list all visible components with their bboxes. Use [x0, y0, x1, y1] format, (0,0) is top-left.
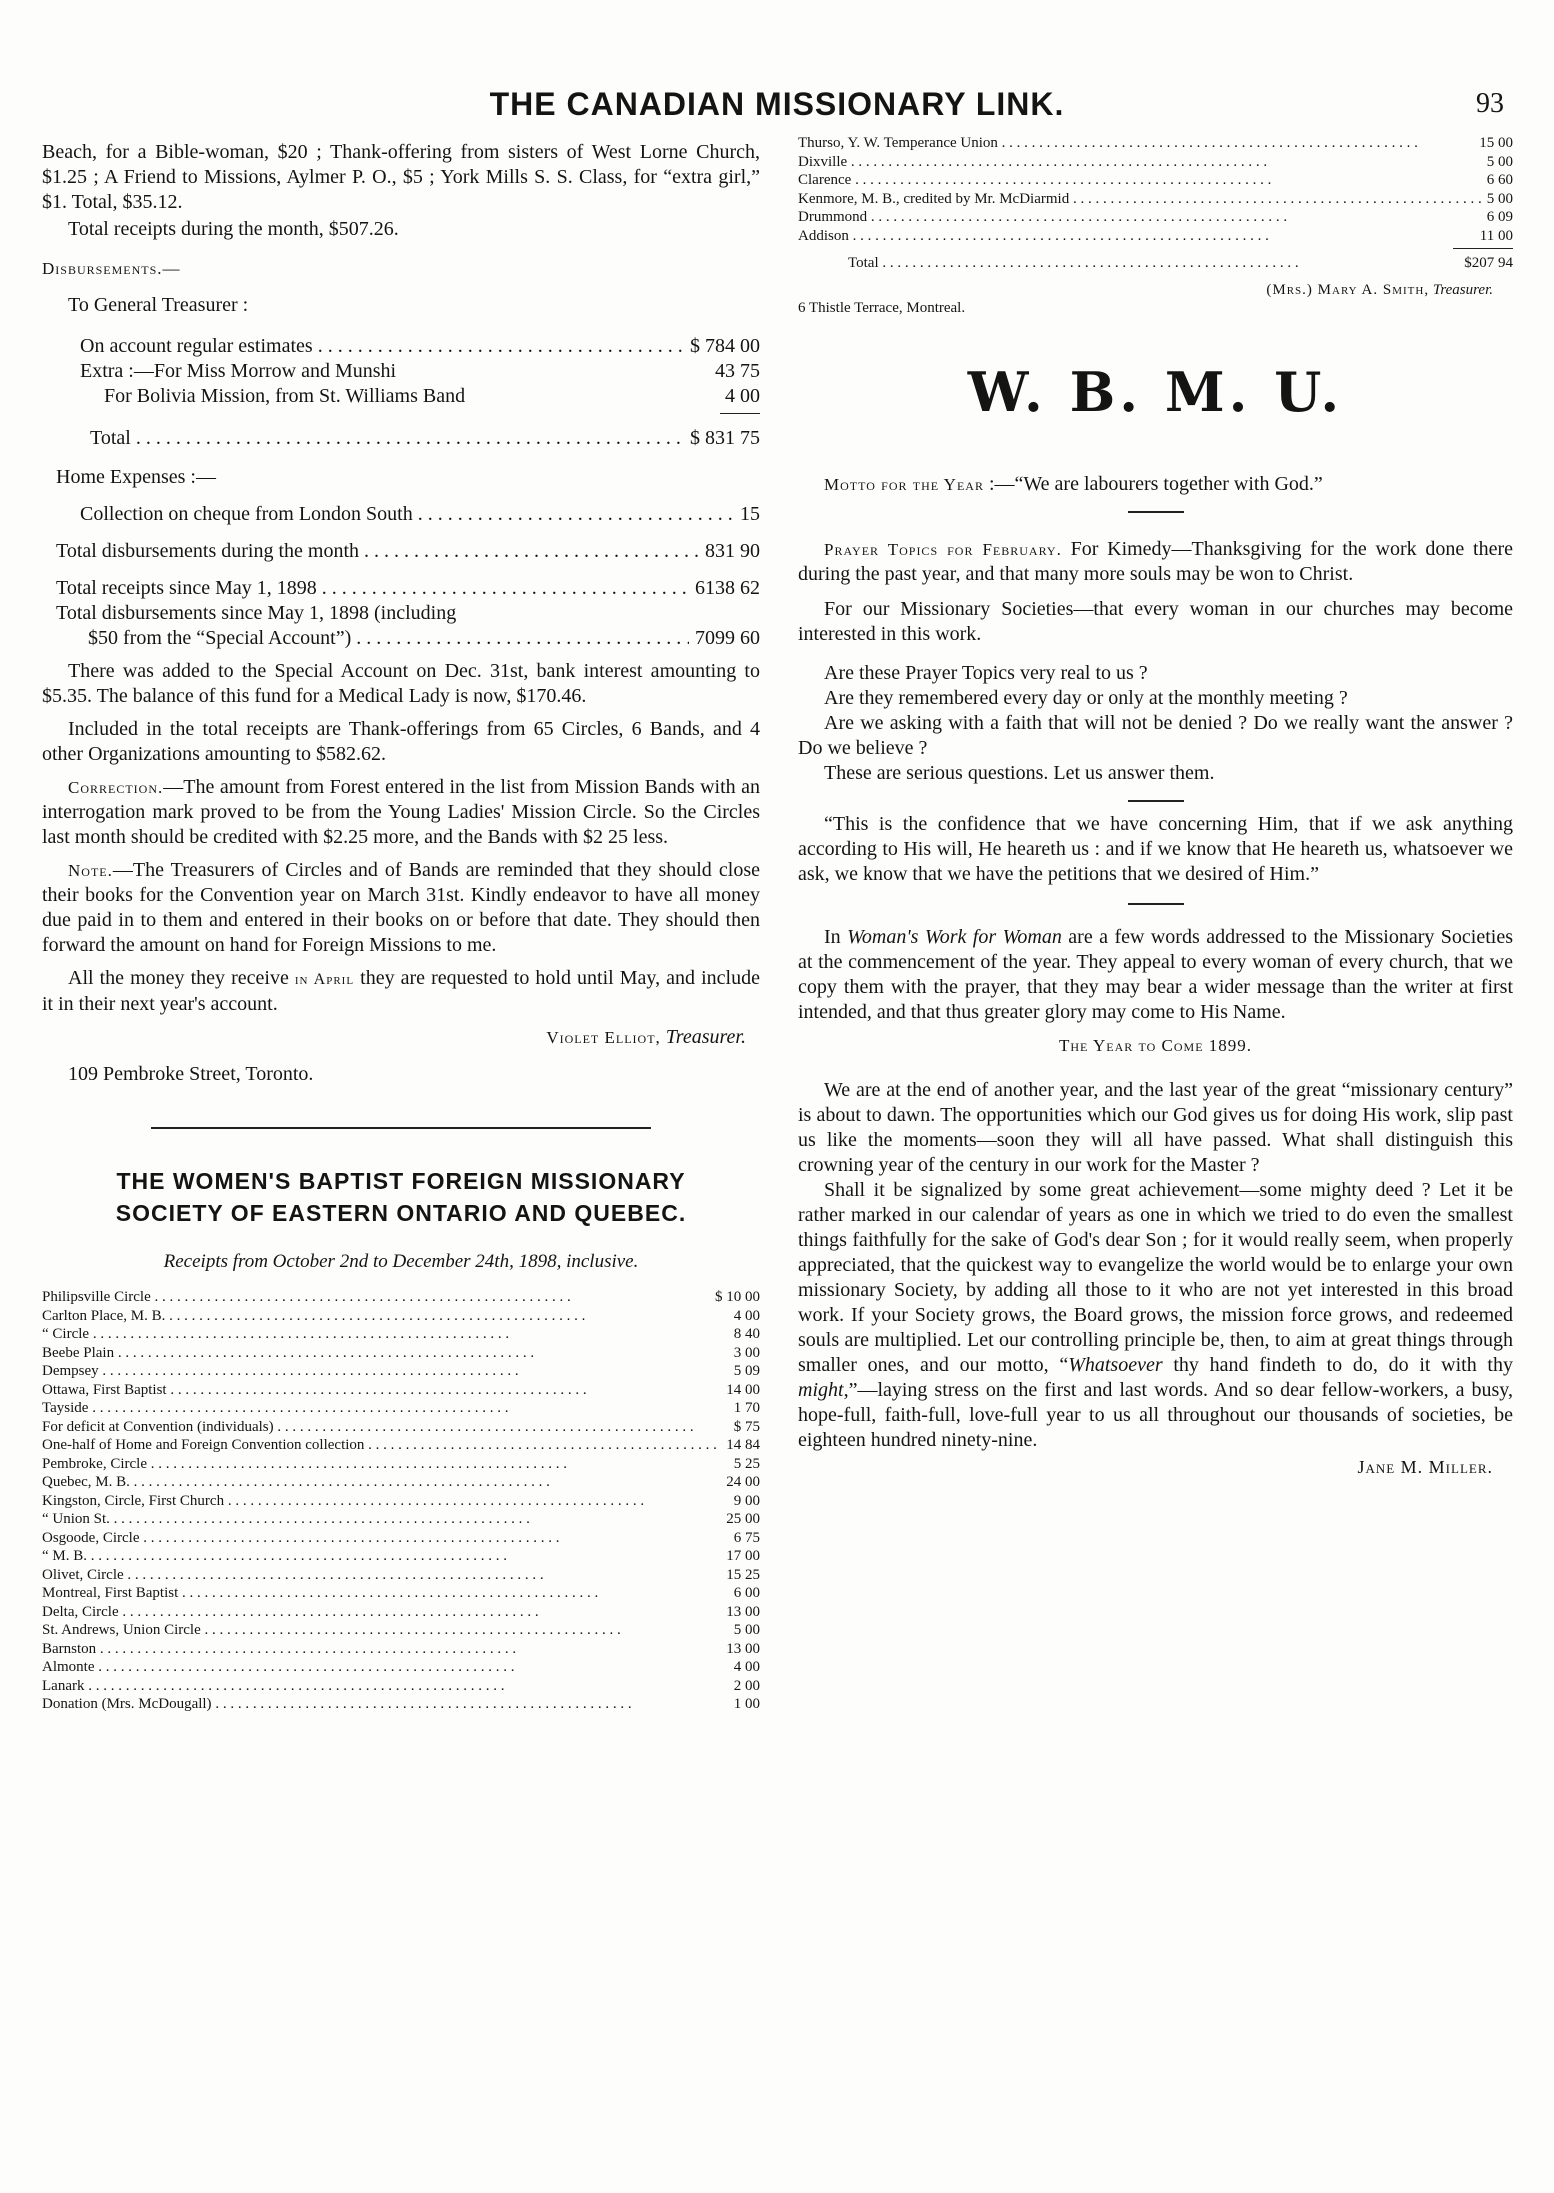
opening-paragraph: Beach, for a Bible-woman, $20 ; Thank-offering from sisters of West Lorne Church, $1.25 ; A Friend to Missions, Aylmer P. O., $5 ; York Mills S. S. Class, for “extra girl,” $1. Total, $35.12. — [42, 141, 760, 213]
left-column — [42, 140, 760, 1714]
receipt-row — [42, 1566, 760, 1585]
running-head — [0, 84, 1554, 134]
society-title-line-2: SOCIETY OF EASTERN ONTARIO AND QUEBEC. — [115, 1200, 687, 1226]
prayer-topics-paragraph: Prayer Topics for February. For Kimedy—Thanksgiving for the work done there during the past year, and that many more souls may be won to Christ. — [798, 537, 1513, 585]
receipt-row — [42, 1510, 760, 1529]
receipt-row — [42, 1344, 760, 1363]
receipt-amount: 24 00 — [726, 1474, 760, 1490]
receipt-amount: 3 00 — [733, 1344, 760, 1361]
receipt-row — [42, 1695, 760, 1714]
disb-total-row: Total . . . $ 831 75 — [80, 426, 760, 451]
receipt-amount: 11 00 — [1479, 227, 1513, 244]
receipt-label: Philipsville Circle . . . — [42, 1288, 709, 1307]
receipt-amount: 17 00 — [726, 1548, 760, 1564]
receipt-label: Delta, Circle . . . — [42, 1603, 720, 1622]
receipt-amount: 1 70 — [733, 1400, 760, 1416]
year-paragraph-2: Shall it be signalized by some great achievement—some mighty deed ? Let it be rather marked in our calendar of years as one in which we tried to do even the smallest things faithfully for the sake of God's dear Son ; for it would really seem, when properly appreciated, that the quickest way to evangelize the world would be to enlarge your own missionary Society, by adding all those to it who are not yet interested in this broad work. If your Society grows, the Board grows, the mission force grows, and redeemed souls are multiplied. Let our controlling principle be, then, to aim at great things through smaller ones, and our motto, “Whatsoever thy hand findeth to do, do it with thy might,”—laying stress on the first and last words. And so dear fellow-workers, a busy, hope-full, faith-full, love-full year to us all throughout our thousands of societies, be eighteen hundred ninety-nine. — [798, 1178, 1513, 1451]
receipt-label: Quebec, M. B. . . . — [42, 1473, 720, 1492]
receipt-row — [798, 208, 1513, 227]
question-2: Are they remembered every day or only at the monthly meeting ? — [824, 686, 1348, 709]
month-disb-row: Total disbursements during the month . . . 831 90 — [42, 539, 760, 564]
receipt-amount: 9 00 — [733, 1492, 760, 1509]
receipt-label: Tayside . . . — [42, 1399, 728, 1418]
receipts-total-row: Total . . . $207 94 — [798, 254, 1513, 273]
short-rule — [1128, 511, 1184, 513]
receipt-label: One-half of Home and Foreign Convention collection . . . — [42, 1436, 720, 1455]
special-account-paragraph: There was added to the Special Account on Dec. 31st, bank interest amounting to $5.35. The balance of this fund for a Medical Lady is now, $170.46. — [42, 660, 760, 707]
treasurer-signature: Violet Elliot, Treasurer. — [546, 1026, 746, 1048]
receipt-amount: 5 00 — [733, 1622, 760, 1638]
disbursements-list — [42, 334, 760, 451]
miller-signature: Jane M. Miller. — [1357, 1456, 1493, 1477]
receipt-label: Almonte . . . — [42, 1658, 728, 1677]
receipt-amount: 15 00 — [1479, 135, 1513, 151]
receipt-label: Thurso, Y. W. Temperance Union . . . — [798, 134, 1473, 153]
societies-paragraph: For our Missionary Societies—that every woman in our churches may become interested in this work. — [798, 597, 1513, 645]
receipt-amount: 6 75 — [733, 1529, 760, 1546]
receipt-row — [42, 1418, 760, 1437]
receipts-heading: Receipts from October 2nd to December 24th, 1898, inclusive. — [163, 1251, 639, 1272]
receipt-label: “ Union St. . . . — [42, 1510, 720, 1529]
receipt-row — [42, 1529, 760, 1548]
disb-row: Extra :—For Miss Morrow and Munshi 43 75 — [80, 360, 760, 382]
receipt-label: St. Andrews, Union Circle . . . — [42, 1621, 728, 1640]
receipt-label: Dempsey . . . — [42, 1362, 728, 1381]
receipt-amount: 6 00 — [733, 1585, 760, 1601]
receipt-row — [42, 1621, 760, 1640]
right-column — [798, 135, 1513, 1480]
question-3: Are we asking with a faith that will not be denied ? Do we really want the answer ? Do we believe ? — [798, 711, 1513, 759]
note-paragraph: Note.—The Treasurers of Circles and of Bands are reminded that they should close their books for the Convention year on March 31st. Kindly endeavor to have all money due paid in to them and entered in their books on or before that date. They should then forward the amount on hand for Foreign Missions to me. — [42, 859, 760, 956]
disb-row: On account regular estimates . . . $ 784 00 — [80, 334, 760, 359]
womans-work-paragraph: In Woman's Work for Woman are a few words addressed to the Missionary Societies at the commencement of the year. They appeal to every woman of every church, that we copy them with the prayer, that they may bear a wider message than the writer at first intended, and that thus greater glory may come to His Name. — [798, 925, 1513, 1023]
continued-receipts-list — [798, 134, 1513, 245]
receipt-amount: 4 00 — [733, 1659, 760, 1675]
receipt-row — [42, 1288, 760, 1307]
receipt-amount: 6 60 — [1486, 172, 1513, 188]
receipt-row — [42, 1436, 760, 1455]
receipt-amount: 5 25 — [733, 1455, 760, 1472]
smith-address: 6 Thistle Terrace, Montreal. — [798, 300, 966, 316]
since-receipts-row: Total receipts since May 1, 1898 . . . 6138 62 — [42, 576, 760, 601]
society-title-line-1: THE WOMEN'S BAPTIST FOREIGN MISSIONARY — [116, 1168, 686, 1194]
receipt-amount: 14 84 — [726, 1437, 760, 1453]
disbursements-heading: Disbursements.— — [42, 259, 181, 278]
receipt-label: Osgoode, Circle . . . — [42, 1529, 728, 1548]
receipt-label: Lanark . . . — [42, 1677, 728, 1696]
receipt-row — [42, 1640, 760, 1659]
receipt-amount: 8 40 — [733, 1326, 760, 1342]
receipt-label: Beebe Plain . . . — [42, 1344, 728, 1363]
society-heading — [42, 1165, 760, 1229]
receipt-label: Carlton Place, M. B. . . . — [42, 1307, 728, 1326]
receipt-row — [42, 1677, 760, 1696]
since-disb-row: $50 from the “Special Account”) . . . 7099 60 — [42, 626, 760, 651]
receipt-label: Dixville . . . — [798, 153, 1481, 172]
correction-paragraph: Correction.—The amount from Forest entered in the list from Mission Bands with an interrogation mark proved to be from the Young Ladies' Mission Circle. So the Circles last month should be credited with $2.25 more, and the Bands with $2 25 less. — [42, 776, 760, 848]
receipt-row — [798, 171, 1513, 190]
receipt-label: For deficit at Convention (individuals) . . . — [42, 1418, 728, 1437]
smith-signature: (Mrs.) Mary A. Smith, Treasurer. — [1266, 281, 1493, 298]
receipt-amount: 15 25 — [726, 1566, 760, 1583]
receipt-amount: 6 09 — [1486, 209, 1513, 225]
scripture-quote: “This is the confidence that we have concerning Him, that if we ask anything according to His will, He heareth us : and if we know that He heareth us, whatsoever we ask, we know that we have the petitions that we desired of Him.” — [798, 812, 1513, 885]
receipt-amount: 5 09 — [733, 1363, 760, 1379]
receipt-label: Clarence . . . — [798, 171, 1481, 190]
receipt-row — [42, 1492, 760, 1511]
receipt-label: Montreal, First Baptist . . . — [42, 1584, 728, 1603]
question-4: These are serious questions. Let us answer them. — [824, 761, 1215, 784]
short-rule — [1128, 903, 1184, 905]
receipt-label: Olivet, Circle . . . — [42, 1566, 720, 1585]
receipt-label: Kingston, Circle, First Church . . . — [42, 1492, 728, 1511]
receipt-label: Donation (Mrs. McDougall) . . . — [42, 1695, 728, 1714]
section-divider — [151, 1127, 651, 1129]
receipt-amount: 13 00 — [726, 1640, 760, 1657]
receipt-amount: 5 00 — [1486, 153, 1513, 170]
receipt-row — [798, 227, 1513, 246]
receipt-label: Ottawa, First Baptist . . . — [42, 1381, 720, 1400]
society-receipts-list — [42, 1288, 760, 1714]
receipt-amount: 13 00 — [726, 1603, 760, 1620]
april-paragraph: All the money they receive in April they are requested to hold until May, and include it in their next year's account. — [42, 967, 760, 1015]
running-title: THE CANADIAN MISSIONARY LINK. — [489, 86, 1065, 122]
year-heading: The Year to Come 1899. — [1058, 1035, 1253, 1055]
receipt-amount: $ 10 00 — [715, 1289, 760, 1305]
receipt-label: Drummond . . . — [798, 208, 1481, 227]
to-treasurer-line: To General Treasurer : — [68, 294, 249, 316]
receipt-label: Addison . . . — [798, 227, 1474, 246]
receipt-row — [42, 1399, 760, 1418]
receipt-amount: 1 00 — [733, 1696, 760, 1712]
receipt-row — [798, 190, 1513, 209]
receipt-row — [42, 1658, 760, 1677]
thank-offerings-paragraph: Included in the total receipts are Thank-offerings from 65 Circles, 6 Bands, and 4 other Organizations amounting to $582.62. — [42, 718, 760, 765]
motto-paragraph: Motto for the Year :—“We are labourers together with God.” — [824, 472, 1323, 495]
receipt-amount: 2 00 — [733, 1677, 760, 1694]
collection-row: Collection on cheque from London South . . . 15 — [42, 502, 760, 527]
receipt-row — [42, 1381, 760, 1400]
receipt-label: Barnston . . . — [42, 1640, 720, 1659]
receipt-amount: 14 00 — [726, 1381, 760, 1398]
receipt-amount: 5 00 — [1486, 190, 1513, 207]
sum-rule — [720, 413, 760, 414]
receipt-label: “ Circle . . . — [42, 1325, 728, 1344]
receipt-amount: $ 75 — [733, 1418, 760, 1435]
since-disb-line-1: Total disbursements since May 1, 1898 (including — [56, 602, 457, 624]
year-paragraph-1: We are at the end of another year, and the last year of the great “missionary century” is about to dawn. The opportunities which our God gives us for doing His work, slip past us like the moments—soon they will all have passed. What shall distinguish this crowning year of the century in our work for the Master ? — [798, 1078, 1513, 1176]
receipt-row — [42, 1584, 760, 1603]
receipt-label: Pembroke, Circle . . . — [42, 1455, 728, 1474]
receipt-row — [42, 1362, 760, 1381]
receipt-label: “ M. B. . . . — [42, 1547, 720, 1566]
receipt-amount: 25 00 — [726, 1511, 760, 1527]
receipt-row — [42, 1455, 760, 1474]
receipt-row — [42, 1603, 760, 1622]
receipt-amount: 4 00 — [733, 1307, 760, 1324]
receipt-row — [42, 1547, 760, 1566]
page-number: 93 — [1476, 88, 1504, 119]
treasurer-address: 109 Pembroke Street, Toronto. — [68, 1063, 314, 1085]
disb-row: For Bolivia Mission, from St. Williams Band 4 00 — [104, 385, 760, 407]
receipt-row — [42, 1325, 760, 1344]
question-1: Are these Prayer Topics very real to us ? — [824, 661, 1148, 684]
total-receipts-month: Total receipts during the month, $507.26. — [68, 218, 399, 240]
receipt-row — [42, 1307, 760, 1326]
receipt-row — [42, 1473, 760, 1492]
wbmu-heading: W. B. M. U. — [967, 359, 1344, 424]
receipt-label: Kenmore, M. B., credited by Mr. McDiarmid . . . — [798, 190, 1481, 209]
home-expenses-heading: Home Expenses :— — [56, 466, 216, 488]
receipt-row — [798, 153, 1513, 172]
short-rule — [1128, 800, 1184, 802]
sum-rule — [1453, 248, 1513, 249]
receipt-row — [798, 134, 1513, 153]
